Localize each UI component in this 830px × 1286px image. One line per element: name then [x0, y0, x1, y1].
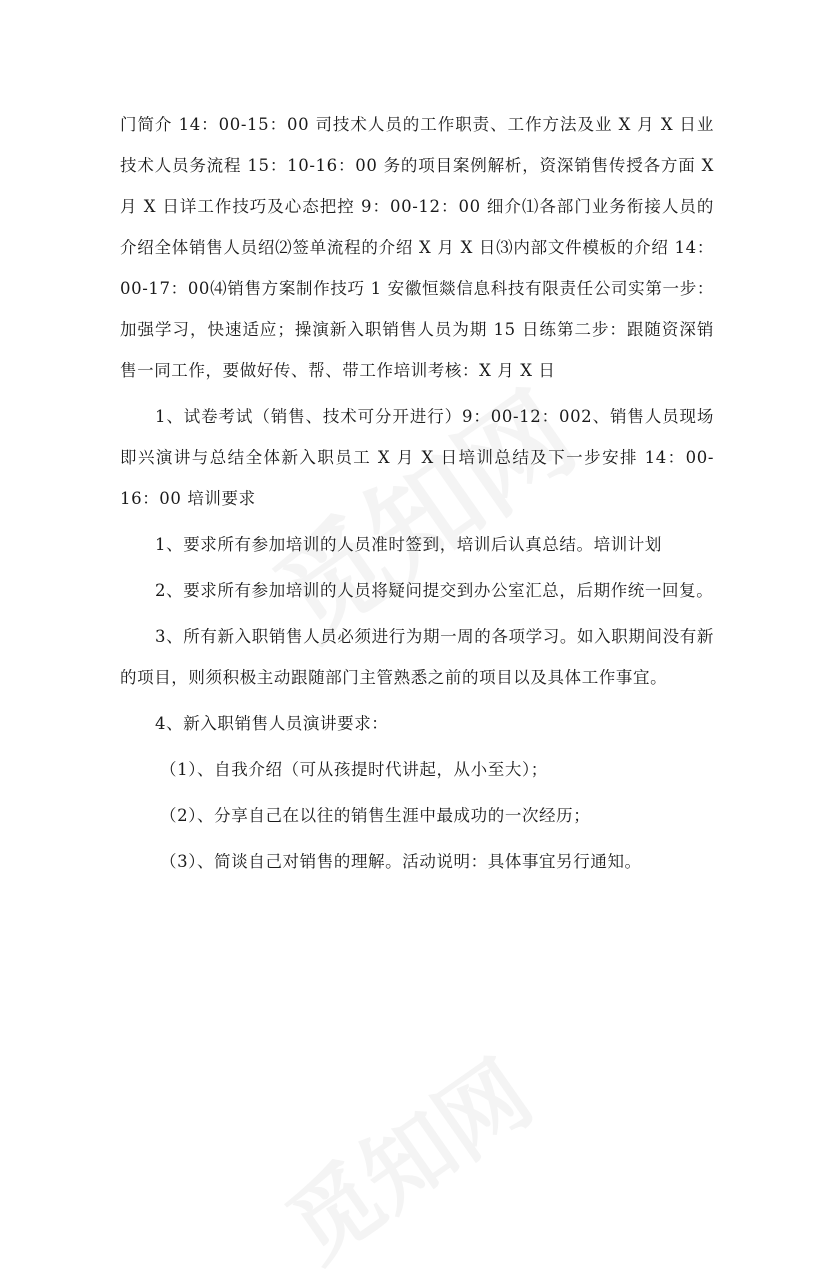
paragraph-requirement-1: 1、要求所有参加培训的人员准时签到，培训后认真总结。培训计划 [155, 535, 662, 554]
paragraph-requirement-2: 2、要求所有参加培训的人员将疑问提交到办公室汇总，后期作统一回复。 [155, 581, 714, 600]
paragraph-schedule-continued: 门简介 14：00-15：00 司技术人员的工作职责、工作方法及业 X 月 X 日业技术人员务流程 15：10-16：00 务的项目案例解析，资深销售传授各方面 X 月 X 日详工作技巧及心态把控 9：00-12：00 细介⑴各部门业务衔接人员的介绍全体销售人员绍⑵签单流程的介绍 X 月 X 日⑶内部文件模板的介绍 14：00-17：00⑷销售方案制作技巧 1 安徽恒燚信息科技有限责任公司实第一步：加强学习，快速适应；操演新入职销售人员为期 15 日练第二步：跟随资深销售一同工作，要做好传、帮、带工作培训考核：X 月 X 日 [120, 115, 714, 380]
paragraph-assessment: 1、试卷考试（销售、技术可分开进行）9：00-12：002、销售人员现场即兴演讲与总结全体新入职员工 X 月 X 日培训总结及下一步安排 14：00-16：00 培训要求 [120, 407, 714, 508]
paragraph-speech-item-2: （2）、分享自己在以往的销售生涯中最成功的一次经历； [160, 806, 591, 825]
paragraph-requirement-3: 3、所有新入职销售人员必须进行为期一周的各项学习。如入职期间没有新的项目，则须积极主动跟随部门主管熟悉之前的项目以及具体工作事宜。 [120, 627, 714, 687]
watermark-logo-bottom [257, 1024, 553, 1285]
paragraph-speech-item-3: （3）、简谈自己对销售的理解。活动说明：具体事宜另行通知。 [160, 852, 642, 871]
paragraph-speech-item-1: （1）、自我介绍（可从孩提时代讲起，从小至大）； [160, 760, 548, 779]
document-body [120, 104, 714, 887]
paragraph-requirement-4: 4、新入职销售人员演讲要求： [155, 714, 389, 733]
